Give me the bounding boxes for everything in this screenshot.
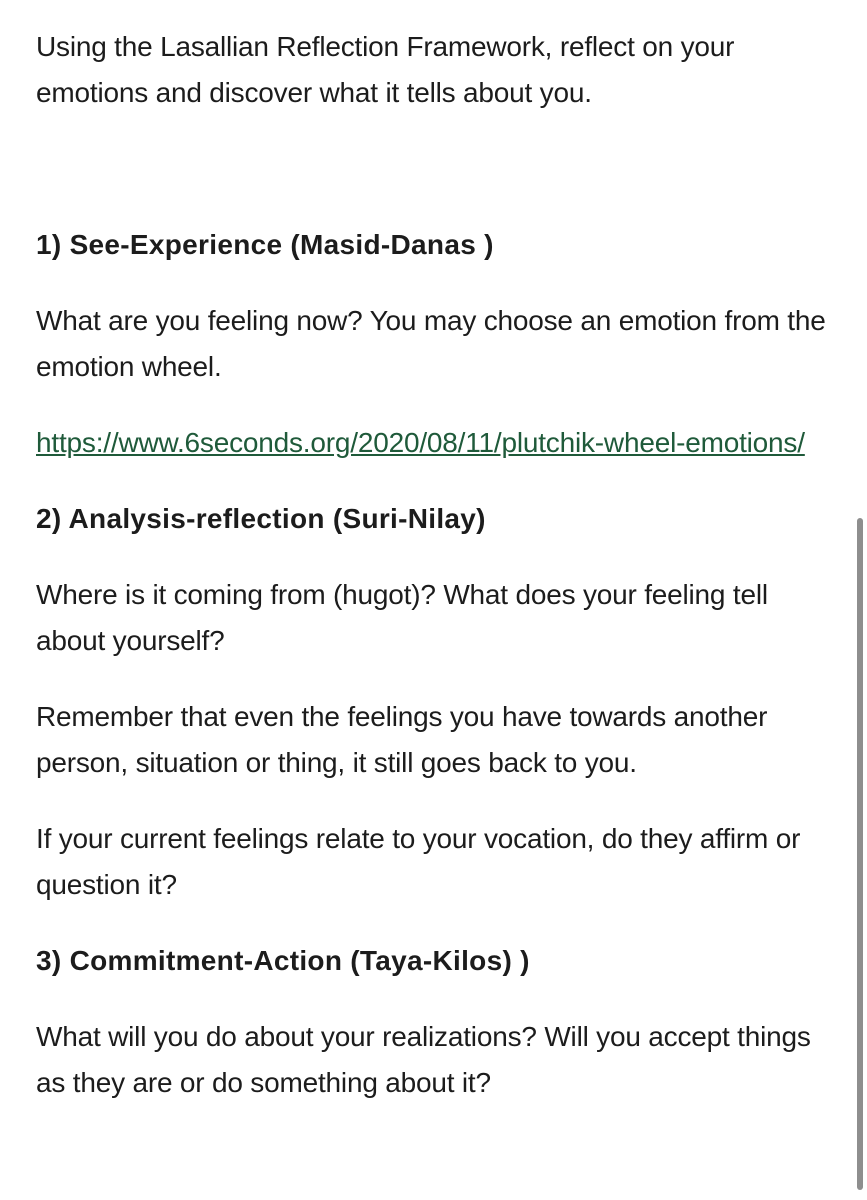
section-heading-analysis-reflection: 2) Analysis-reflection (Suri-Nilay) (36, 503, 486, 534)
vertical-scrollbar[interactable] (857, 518, 863, 1190)
emotion-wheel-link[interactable]: https://www.6seconds.org/2020/08/11/plutchik-wheel-emotions/ (36, 427, 805, 458)
emotion-wheel-link-container (36, 420, 826, 466)
section-2-paragraph-3: If your current feelings relate to your vocation, do they affirm or question it? (36, 823, 801, 900)
intro-text: Using the Lasallian Reflection Framework, reflect on your emotions and discover what it tells about you. (36, 31, 735, 108)
section-heading-see-experience: 1) See-Experience (Masid-Danas ) (36, 229, 494, 260)
section-heading-commitment-action: 3) Commitment-Action (Taya-Kilos) ) (36, 945, 530, 976)
section-2-paragraph-1: Where is it coming from (hugot)? What does your feeling tell about yourself? (36, 579, 768, 656)
section-3-paragraph: What will you do about your realizations? Will you accept things as they are or do something about it? (36, 1021, 811, 1098)
section-1-paragraph: What are you feeling now? You may choose an emotion from the emotion wheel. (36, 305, 826, 382)
document-body (36, 24, 826, 1106)
section-2-paragraph-2: Remember that even the feelings you have towards another person, situation or thing, it still goes back to you. (36, 701, 768, 778)
